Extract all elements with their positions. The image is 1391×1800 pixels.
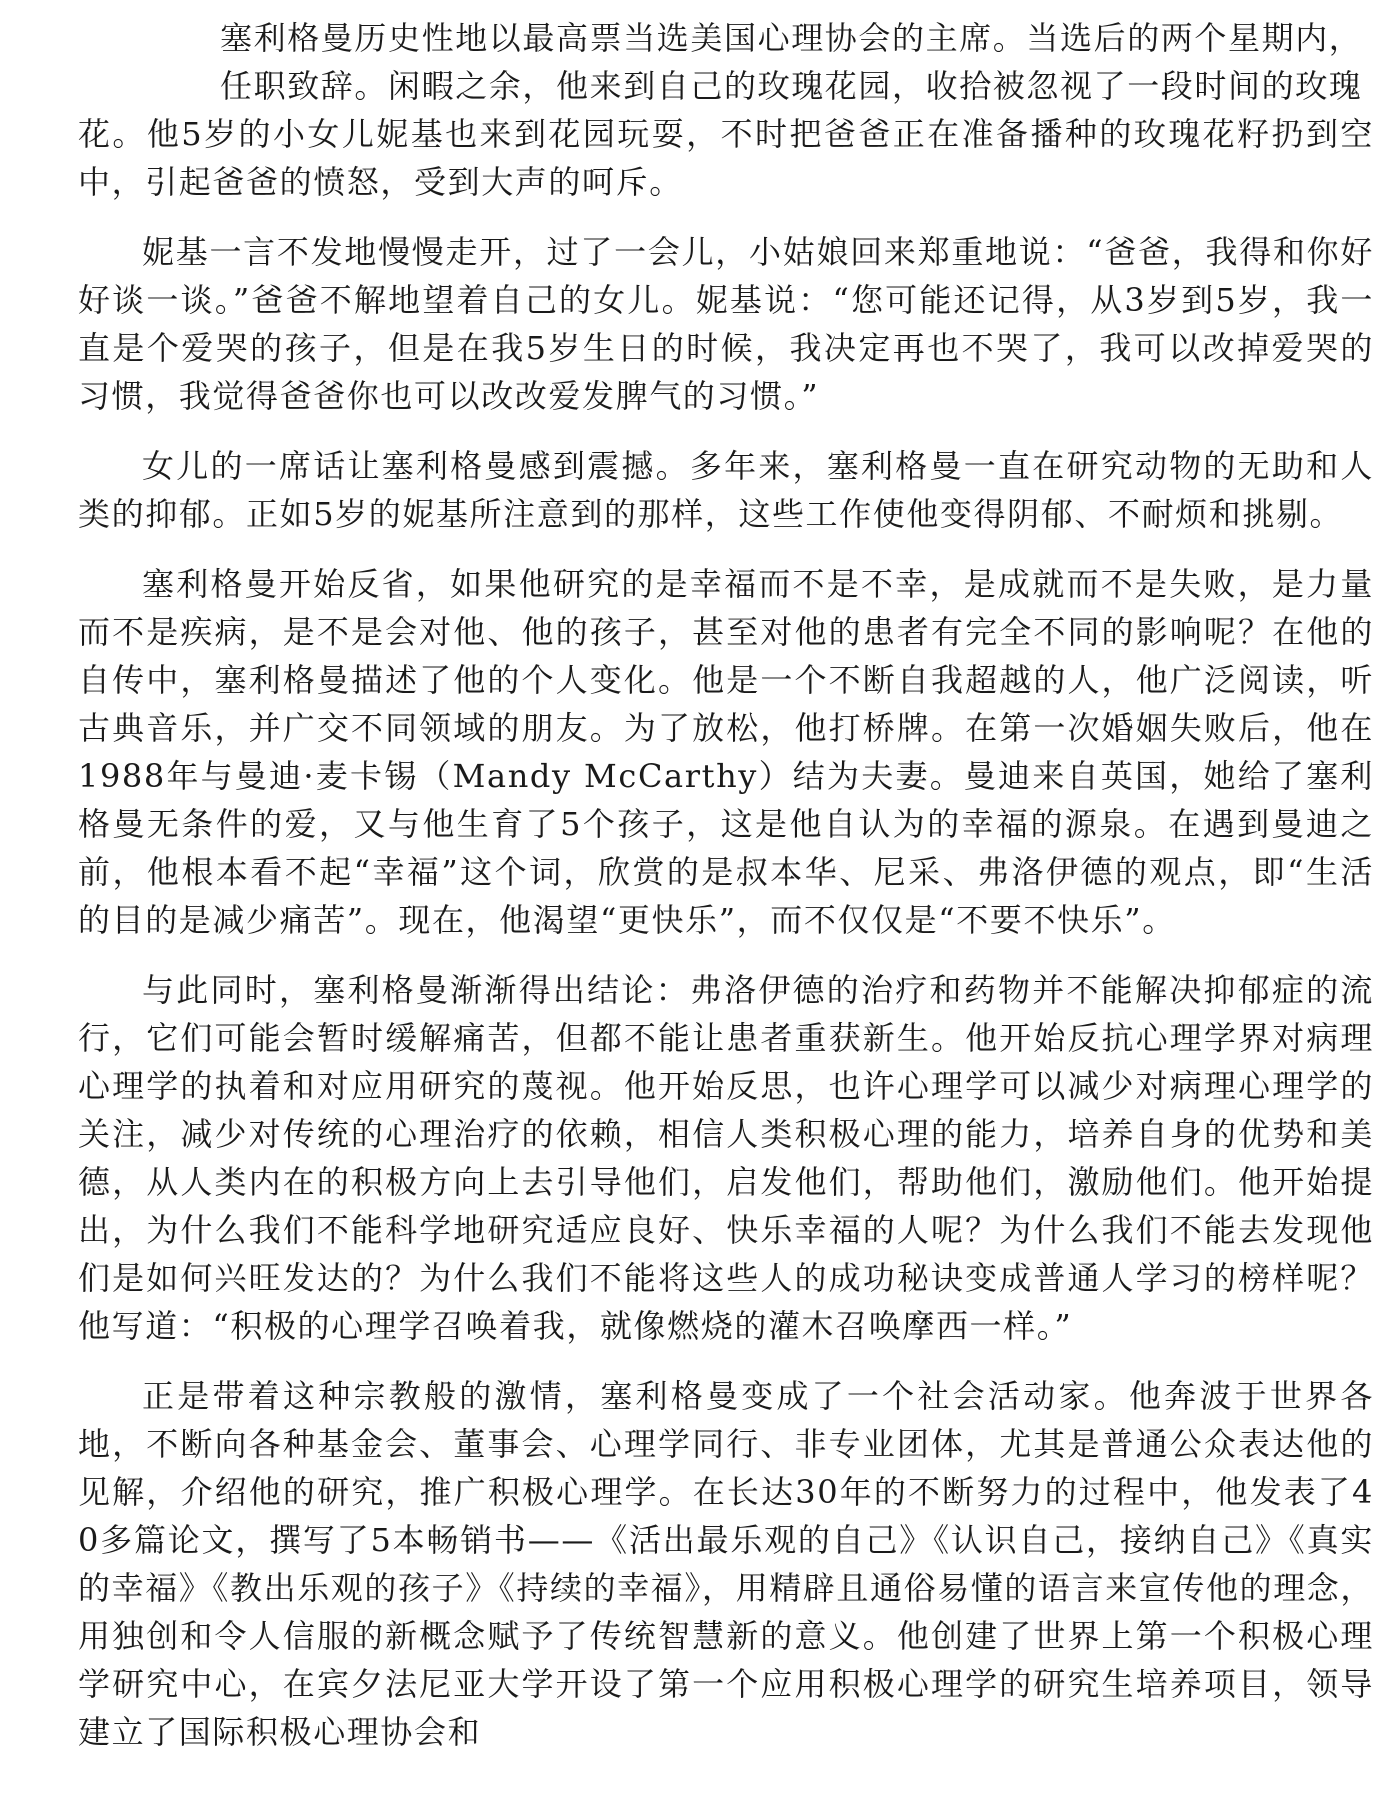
paragraph-2: 妮基一言不发地慢慢走开，过了一会儿，小姑娘回来郑重地说：“爸爸，我得和你好好谈一谈。”爸爸不解地望着自己的女儿。妮基说：“您可能还记得，从3岁到5岁，我一直是个爱哭的孩子，但是在我5岁生日的时候，我决定再也不哭了，我可以改掉爱哭的习惯，我觉得爸爸你也可以改改爱发脾气的习惯。” xyxy=(78,233,1374,415)
paragraph-3: 女儿的一席话让塞利格曼感到震撼。多年来，塞利格曼一直在研究动物的无助和人类的抑郁。正如5岁的妮基所注意到的那样，这些工作使他变得阴郁、不耐烦和挑剔。 xyxy=(78,447,1374,533)
paragraph-6: 正是带着这种宗教般的激情，塞利格曼变成了一个社会活动家。他奔波于世界各地，不断向各种基金会、董事会、心理学同行、非专业团体，尤其是普通公众表达他的见解，介绍他的研究，推广积极心理学。在长达30年的不断努力的过程中，他发表了40多篇论文，撰写了5本畅销书——《活出最乐观的自己》《认识自己，接纳自己》《真实的幸福》《教出乐观的孩子》《持续的幸福》，用精辟且通俗易懂的语言来宣传他的理念，用独创和令人信服的新概念赋予了传统智慧新的意义。他创建了世界上第一个积极心理学研究中心，在宾夕法尼亚大学开设了第一个应用积极心理学的研究生培养项目，领导建立了国际积极心理协会和 xyxy=(78,1377,1375,1751)
paragraph-5: 与此同时，塞利格曼渐渐得出结论：弗洛伊德的治疗和药物并不能解决抑郁症的流行，它们可能会暂时缓解痛苦，但都不能让患者重获新生。他开始反抗心理学界对病理心理学的执着和对应用研究的蔑视。他开始反思，也许心理学可以减少对病理心理学的关注，减少对传统的心理治疗的依赖，相信人类积极心理的能力，培养自身的优势和美德，从人类内在的积极方向上去引导他们，启发他们，帮助他们，激励他们。他开始提出，为什么我们不能科学地研究适应良好、快乐幸福的人呢？为什么我们不能去发现他们是如何兴旺发达的？为什么我们不能将这些人的成功秘诀变成普通人学习的榜样呢？他写道：“积极的心理学召唤着我，就像燃烧的灌木召唤摩西一样。” xyxy=(78,971,1374,1345)
paragraph-1-rest: 花。他5岁的小女儿妮基也来到花园玩耍，不时把爸爸正在准备播种的玫瑰花籽扔到空中，引起爸爸的愤怒，受到大声的呵斥。 xyxy=(78,115,1374,201)
paragraph-1-line-2: 任职致辞。闲暇之余，他来到自己的玫瑰花园，收拾被忽视了一段时间的玫瑰 xyxy=(220,67,1363,105)
document-page xyxy=(78,14,1374,1778)
paragraph-4: 塞利格曼开始反省，如果他研究的是幸福而不是不幸，是成就而不是失败，是力量而不是疾病，是不是会对他、他的孩子，甚至对他的患者有完全不同的影响呢？在他的自传中，塞利格曼描述了他的个人变化。他是一个不断自我超越的人，他广泛阅读，听古典音乐，并广交不同领域的朋友。为了放松，他打桥牌。在第一次婚姻失败后，他在1988年与曼迪·麦卡锡（Mandy McCarthy）结为夫妻。曼迪来自英国，她给了塞利格曼无条件的爱，又与他生育了5个孩子，这是他自认为的幸福的源泉。在遇到曼迪之前，他根本看不起“幸福”这个词，欣赏的是叔本华、尼采、弗洛伊德的观点，即“生活的目的是减少痛苦”。现在，他渴望“更快乐”，而不仅仅是“不要不快乐”。 xyxy=(78,565,1374,939)
paragraph-1 xyxy=(78,14,1374,206)
paragraph-1-line-1: 塞利格曼历史性地以最高票当选美国心理协会的主席。当选后的两个星期内， xyxy=(220,19,1363,57)
